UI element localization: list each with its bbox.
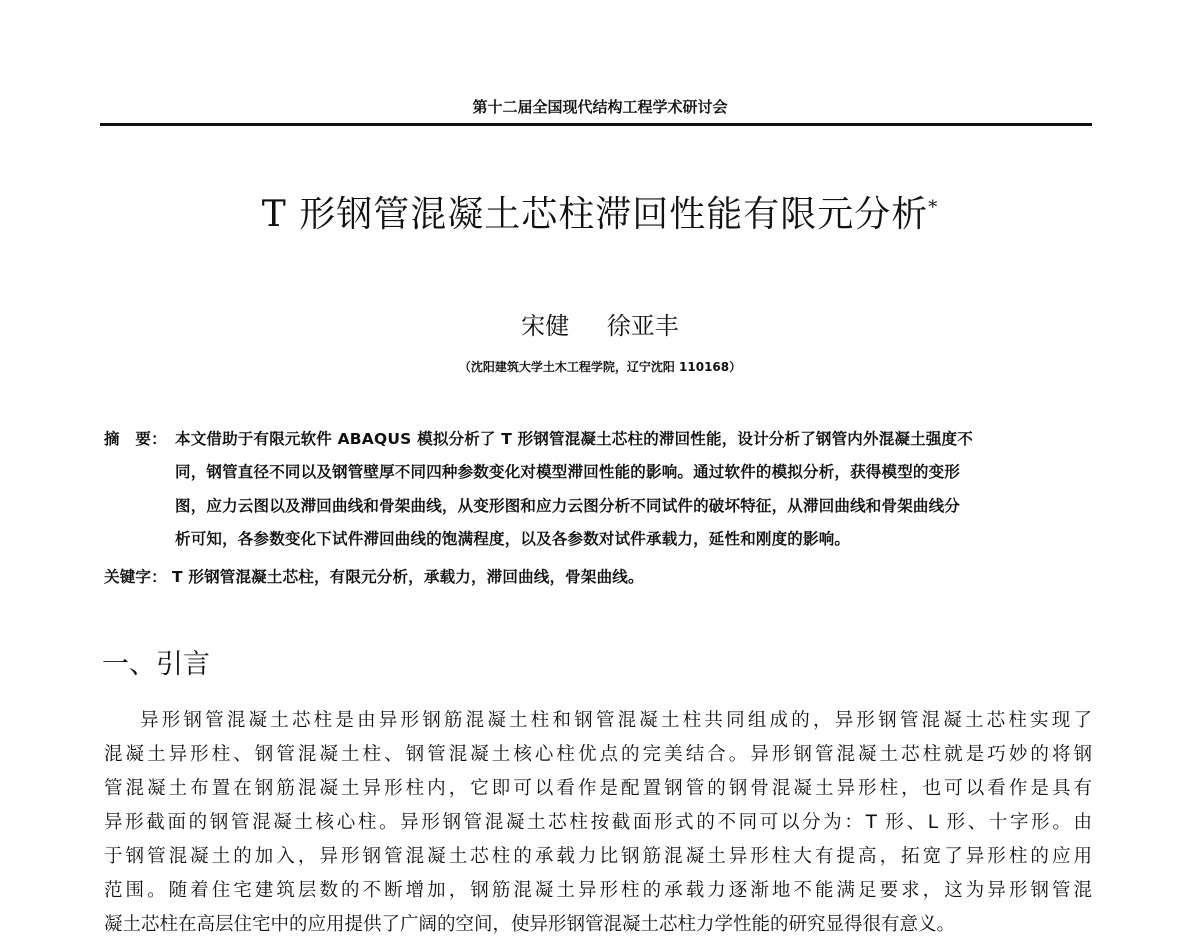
author: 徐亚丰 — [606, 312, 679, 340]
body-line: 于钢管混凝土的加入，异形钢管混凝土芯柱的承载力比钢筋混凝土异形柱大有提高，拓宽了异形柱的应用 — [104, 846, 1092, 867]
author: 宋健 — [521, 312, 570, 340]
abstract-line: 同，钢管直径不同以及钢管壁厚不同四种参数变化对模型滞回性能的影响。通过软件的模拟分析，获得模型的变形 — [175, 463, 961, 481]
abstract-line: 图，应力云图以及滞回曲线和骨架曲线，从变形图和应力云图分析不同试件的破坏特征，从滞回曲线和骨架曲线分 — [175, 497, 961, 515]
title-footnote-mark: * — [928, 197, 939, 218]
paper-title — [0, 186, 1200, 237]
header-rule — [100, 123, 1092, 126]
affiliation: （沈阳建筑大学土木工程学院，辽宁沈阳 110168） — [458, 360, 742, 374]
title-text: T 形钢管混凝土芯柱滞回性能有限元分析 — [261, 194, 929, 235]
section-heading: 一、引言 — [102, 649, 210, 680]
body-line: 异形截面的钢管混凝土核心柱。异形钢管混凝土芯柱按截面形式的不同可以分为：T 形、L 形、十字形。由 — [104, 812, 1092, 833]
authors — [0, 306, 1200, 341]
body-line: 管混凝土布置在钢筋混凝土异形柱内，它即可以看作是配置钢管的钢骨混凝土异形柱，也可以看作是具有 — [104, 778, 1092, 799]
abstract-line: 析可知，各参数变化下试件滞回曲线的饱满程度，以及各参数对试件承载力，延性和刚度的影响。 — [175, 530, 851, 548]
body-line: 凝土芯柱在高层住宅中的应用提供了广阔的空间，使异形钢管混凝土芯柱力学性能的研究显得很有意义。 — [104, 914, 956, 935]
body-line: 异形钢管混凝土芯柱是由异形钢筋混凝土柱和钢管混凝土柱共同组成的，异形钢管混凝土芯柱实现了 — [140, 710, 1092, 731]
abstract-line: 本文借助于有限元软件 ABAQUS 模拟分析了 T 形钢管混凝土芯柱的滞回性能，设计分析了钢管内外混凝土强度不 — [175, 430, 973, 448]
keywords-label: 关键字： — [104, 568, 167, 586]
body-line: 混凝土异形柱、钢管混凝土柱、钢管混凝土核心柱优点的完美结合。异形钢管混凝土芯柱就是巧妙的将钢 — [104, 744, 1092, 765]
abstract-label: 摘 要： — [104, 430, 167, 448]
body-line: 范围。随着住宅建筑层数的不断增加，钢筋混凝土异形柱的承载力逐渐地不能满足要求，这为异形钢管混 — [104, 880, 1092, 901]
running-head: 第十二届全国现代结构工程学术研讨会 — [472, 98, 728, 116]
keywords-text: T 形钢管混凝土芯柱，有限元分析，承载力，滞回曲线，骨架曲线。 — [172, 568, 644, 586]
